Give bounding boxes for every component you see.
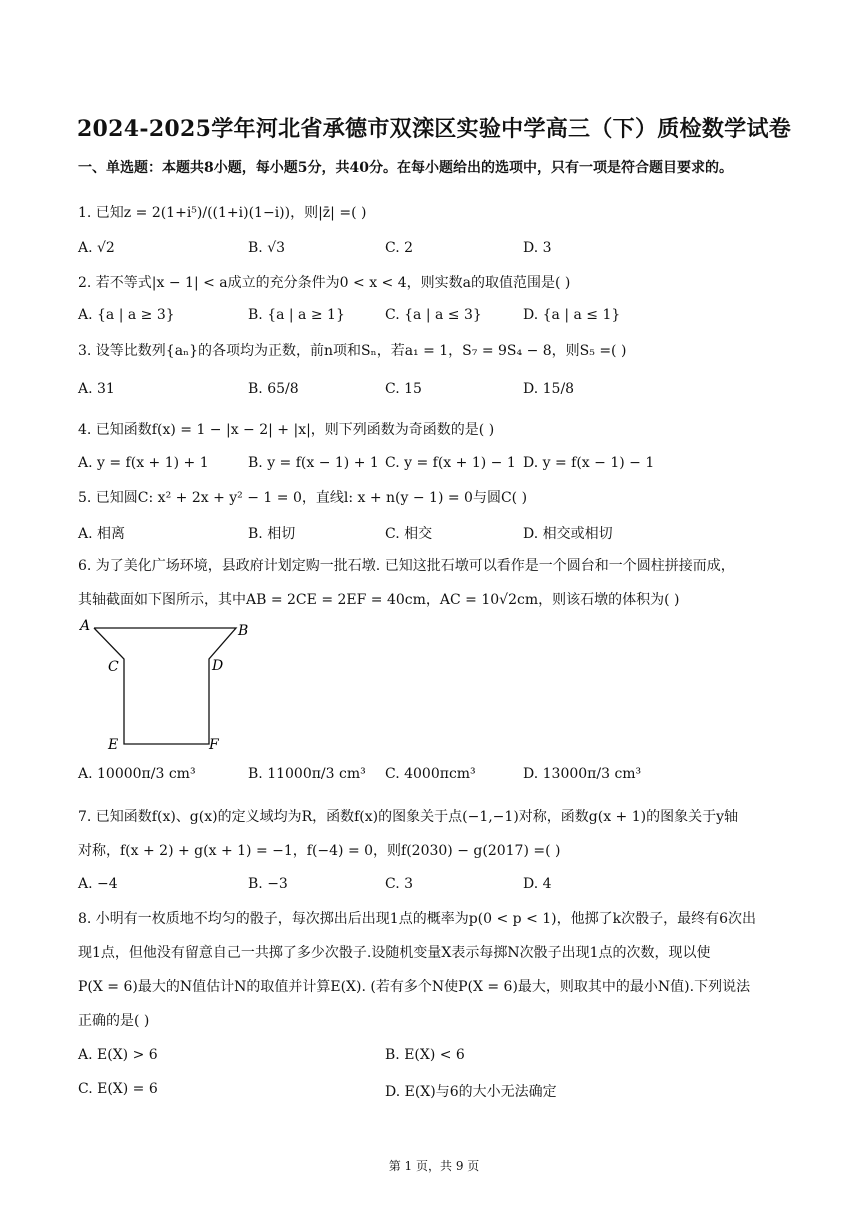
label-a: A [80,618,91,634]
option-c: C. 4000πcm³ [385,766,476,782]
option-d: D. E(X)与6的大小无法确定 [385,1084,557,1100]
page-footer: 第 1 页，共 9 页 [388,1159,480,1173]
option-a: A. 10000π/3 cm³ [78,766,196,782]
option-d: D. y = f(x − 1) − 1 [523,455,655,471]
question-8-stem-line4: 正确的是( ) [78,1013,150,1029]
question-8-options-row1 [78,1047,798,1067]
option-a: A. 31 [78,381,115,397]
question-3-options [78,381,798,401]
question-4-stem: 4. 已知函数f(x) = 1 − |x − 2| + |x|，则下列函数为奇函数的是( ) [78,422,495,438]
option-c: C. 相交 [385,526,433,542]
option-c: C. 2 [385,240,414,256]
question-7-options [78,876,798,896]
question-1-stem: 1. 已知z = 2(1+i⁵)/((1+i)(1−i))，则|z̄| =( ) [78,205,367,221]
option-c: C. 15 [385,381,422,397]
option-d: D. 13000π/3 cm³ [523,766,642,782]
label-e: E [108,737,119,753]
option-c: C. {a | a ≤ 3} [385,307,482,323]
question-5-options [78,523,798,543]
option-b: B. {a | a ≥ 1} [248,307,345,323]
question-8-stem-line3: P(X = 6)最大的N值估计N的取值并计算E(X). (若有多个N使P(X = 6)最大，则取其中的最小N值).下列说法 [78,979,751,995]
option-b: B. E(X) < 6 [385,1047,465,1063]
option-b: B. y = f(x − 1) + 1 [248,455,379,471]
section-heading: 一、单选题：本题共8小题，每小题5分，共40分。在每小题给出的选项中，只有一项是符合题目要求的。 [78,160,733,176]
option-c: C. 3 [385,876,414,892]
question-4-options [78,455,798,475]
stone-pier-cross-section-figure [76,614,266,756]
question-5-stem: 5. 已知圆C: x² + 2x + y² − 1 = 0，直线l: x + n(y − 1) = 0与圆C( ) [78,490,528,506]
question-7-stem-line2: 对称，f(x + 2) + g(x + 1) = −1，f(−4) = 0，则f(2030) − g(2017) =( ) [78,843,561,859]
label-b: B [238,623,249,639]
option-a: A. E(X) > 6 [78,1047,158,1063]
label-f: F [209,737,219,753]
question-6-stem-line2: 其轴截面如下图所示，其中AB = 2CE = 2EF = 40cm，AC = 10√2cm，则该石墩的体积为( ) [78,592,680,608]
question-2-stem: 2. 若不等式|x − 1| < a成立的充分条件为0 < x < 4，则实数a的取值范围是( ) [78,275,571,291]
option-d: D. 15/8 [523,381,575,397]
question-3-stem: 3. 设等比数列{aₙ}的各项均为正数，前n项和Sₙ，若a₁ = 1，S₇ = 9S₄ − 8，则S₅ =( ) [78,343,627,359]
label-d: D [212,658,224,674]
option-d: D. {a | a ≤ 1} [523,307,621,323]
figure-outline [94,628,236,744]
question-8-stem-line2: 现1点，但他没有留意自己一共掷了多少次骰子.设随机变量X表示每掷N次骰子出现1点的次数，现以使 [78,945,711,961]
option-d: D. 3 [523,240,552,256]
option-d: D. 4 [523,876,552,892]
option-a: A. √2 [78,240,115,256]
option-b: B. 65/8 [248,381,299,397]
option-d: D. 相交或相切 [523,526,613,542]
option-a: A. 相离 [78,526,126,542]
option-b: B. −3 [248,876,288,892]
question-6-stem-line1: 6. 为了美化广场环境，县政府计划定购一批石墩. 已知这批石墩可以看作是一个圆台和一个圆柱拼接而成， [78,558,735,574]
option-b: B. 相切 [248,526,296,542]
option-b: B. 11000π/3 cm³ [248,766,366,782]
question-2-options [78,307,798,327]
question-8-options-row2 [78,1081,798,1101]
question-1-options [78,240,798,260]
question-7-stem-line1: 7. 已知函数f(x)、g(x)的定义域均为R，函数f(x)的图象关于点(−1,−1)对称，函数g(x + 1)的图象关于y轴 [78,809,739,825]
option-c: C. E(X) = 6 [78,1081,158,1097]
option-b: B. √3 [248,240,286,256]
option-a: A. y = f(x + 1) + 1 [78,455,209,471]
option-c: C. y = f(x + 1) − 1 [385,455,516,471]
page-title: 2024-2025学年河北省承德市双滦区实验中学高三（下）质检数学试卷 [76,116,792,142]
question-6-options [78,766,798,786]
option-a: A. {a | a ≥ 3} [78,307,175,323]
question-8-stem-line1: 8. 小明有一枚质地不均匀的骰子，每次掷出后出现1点的概率为p(0 < p < 1)，他掷了k次骰子，最终有6次出 [78,911,757,927]
option-a: A. −4 [78,876,118,892]
label-c: C [108,659,119,675]
